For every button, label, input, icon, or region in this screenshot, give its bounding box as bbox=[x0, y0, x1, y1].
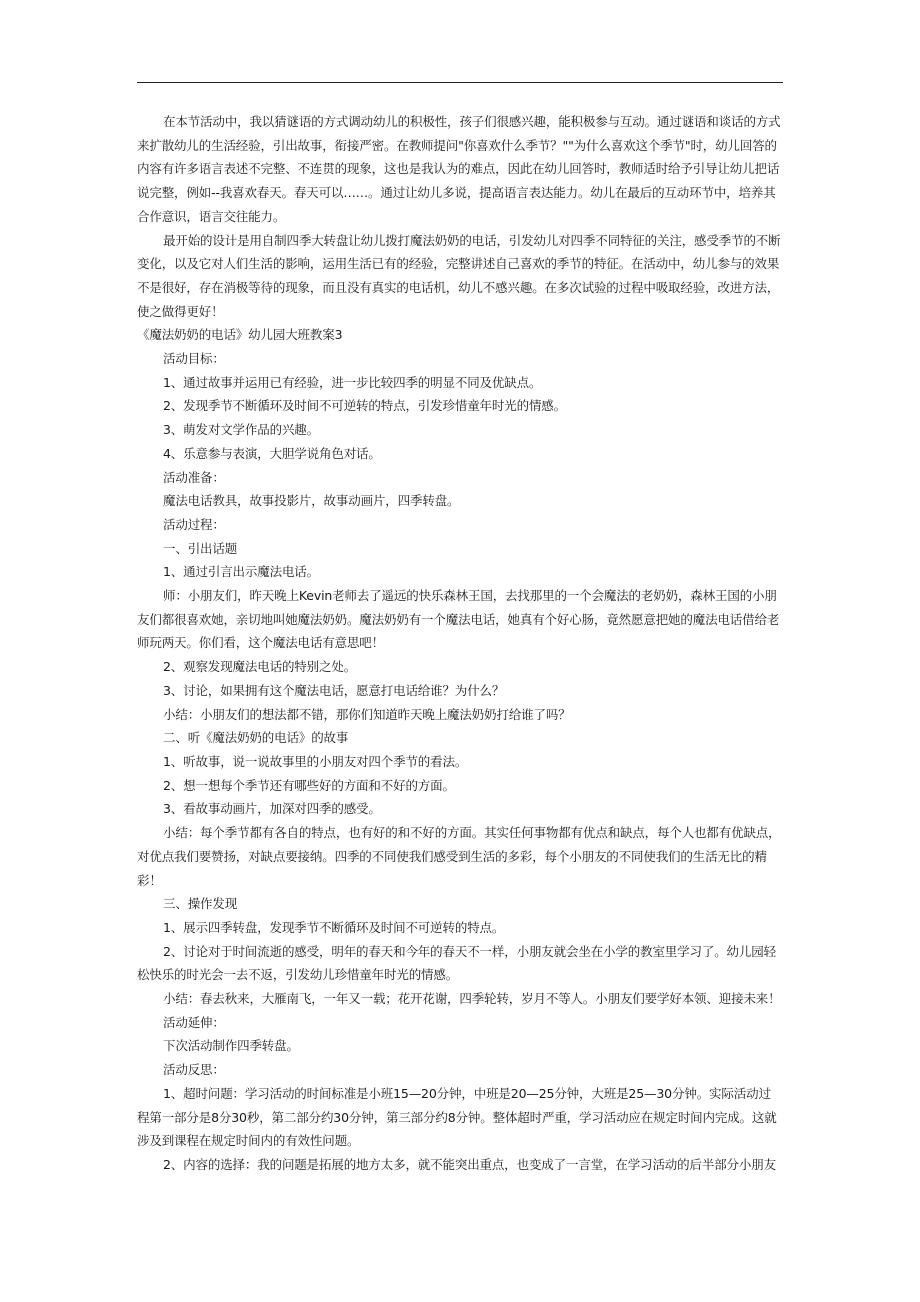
paragraph: 1、通过引言出示魔法电话。 bbox=[163, 564, 320, 580]
paragraph: 下次活动制作四季转盘。 bbox=[163, 1038, 299, 1054]
paragraph: 2、发现季节不断循环及时间不可逆转的特点，引发珍惜童年时光的情感。 bbox=[163, 398, 567, 414]
paragraph: 2、观察发现魔法电话的特别之处。 bbox=[163, 659, 357, 675]
paragraph: 三、操作发现 bbox=[163, 896, 238, 912]
document-body bbox=[137, 110, 783, 1177]
paragraph: 小结：每个季节都有各自的特点，也有好的和不好的方面。其实任何事物都有优点和缺点，每个人也都有优缺点，对优点我们要赞扬，对缺点要接纳。四季的不同使我们感受到生活的多彩，每个小朋友的不同使我们的生活无比的精彩！ bbox=[137, 825, 781, 888]
paragraph: 活动延伸： bbox=[163, 1014, 225, 1030]
paragraph: 小结：小朋友们的想法都不错，那你们知道昨天晚上魔法奶奶打给谁了吗？ bbox=[163, 706, 571, 722]
paragraph: 1、听故事，说一说故事里的小朋友对四个季节的看法。 bbox=[163, 753, 468, 769]
section-title: 《魔法奶奶的电话》幼儿园大班教案3 bbox=[137, 327, 343, 343]
paragraph: 2、内容的选择：我的问题是拓展的地方太多，就不能突出重点，也变成了一言堂，在学习活动的后半部分小朋友 bbox=[163, 1156, 776, 1172]
header-rule bbox=[137, 82, 783, 83]
paragraph: 1、通过故事并运用已有经验，进一步比较四季的明显不同及优缺点。 bbox=[163, 374, 542, 390]
paragraph: 1、超时问题：学习活动的时间标准是小班15—20分钟，中班是20—25分钟，大班是25—30分钟。实际活动过程第一部分是8分30秒，第二部分约30分钟，第三部分约8分钟。整体超时严重，学习活动应在规定时间内完成。这就涉及到课程在规定时间内的有效性问题。 bbox=[137, 1085, 777, 1149]
paragraph: 3、讨论，如果拥有这个魔法电话，愿意打电话给谁？为什么？ bbox=[163, 682, 505, 698]
paragraph: 3、萌发对文学作品的兴趣。 bbox=[163, 422, 320, 438]
paragraph: 魔法电话教具，故事投影片，故事动画片，四季转盘。 bbox=[163, 493, 460, 509]
paragraph: 师：小朋友们，昨天晚上Kevin老师去了遥远的快乐森林王国，去找那里的一个会魔法的老奶奶，森林王国的小朋友们都很喜欢她，亲切地叫她魔法奶奶。魔法奶奶有一个魔法电话，她真有个好心肠，竟然愿意把她的魔法电话借给老师玩两天。你们看，这个魔法电话有意思吧！ bbox=[137, 588, 780, 651]
paragraph: 3、看故事动画片，加深对四季的感受。 bbox=[163, 801, 381, 817]
paragraph: 活动反思： bbox=[163, 1062, 225, 1078]
paragraph: 一、引出话题 bbox=[163, 540, 238, 556]
paragraph: 活动过程： bbox=[163, 516, 225, 532]
paragraph: 2、想一想每个季节还有哪些好的方面和不好的方面。 bbox=[163, 777, 455, 793]
paragraph: 最开始的设计是用自制四季大转盘让幼儿拨打魔法奶奶的电话，引发幼儿对四季不同特征的关注，感受季节的不断变化，以及它对人们生活的影响，运用生活已有的经验，完整讲述自己喜欢的季节的特征。在活动中，幼儿参与的效果不是很好，存在消极等待的现象，而且没有真实的电话机，幼儿不感兴趣。在多次试验的过程中吸取经验，改进方法，使之做得更好！ bbox=[137, 232, 781, 319]
paragraph: 小结：春去秋来，大雁南飞，一年又一载；花开花谢，四季轮转，岁月不等人。小朋友们要学好本领、迎接未来！ bbox=[163, 991, 781, 1007]
paragraph: 活动准备： bbox=[163, 469, 225, 485]
paragraph: 4、乐意参与表演，大胆学说角色对话。 bbox=[163, 445, 381, 461]
paragraph: 二、听《魔法奶奶的电话》的故事 bbox=[163, 730, 349, 746]
paragraph: 1、展示四季转盘，发现季节不断循环及时间不可逆转的特点。 bbox=[163, 919, 505, 935]
paragraph: 在本节活动中，我以猜谜语的方式调动幼儿的积极性，孩子们很感兴趣，能积极参与互动。通过谜语和谈话的方式来扩散幼儿的生活经验，引出故事，衔接严密。在教师提问"你喜欢什么季节？""为什么喜欢这个季节"时，幼儿回答的内容有许多语言表述不完整、不连贯的现象，这也是我认为的难点，因此在幼儿回答时，教师适时给予引导让幼儿把话说完整，例如--我喜欢春天。春天可以……。通过让幼儿多说，提高语言表达能力。幼儿在最后的互动环节中，培养其合作意识，语言交往能力。 bbox=[137, 114, 781, 224]
paragraph: 2、讨论对于时间流逝的感受，明年的春天和今年的春天不一样，小朋友就会坐在小学的教室里学习了。幼儿园轻松快乐的时光会一去不返，引发幼儿珍惜童年时光的情感。 bbox=[137, 943, 776, 983]
paragraph: 活动目标： bbox=[163, 351, 225, 367]
